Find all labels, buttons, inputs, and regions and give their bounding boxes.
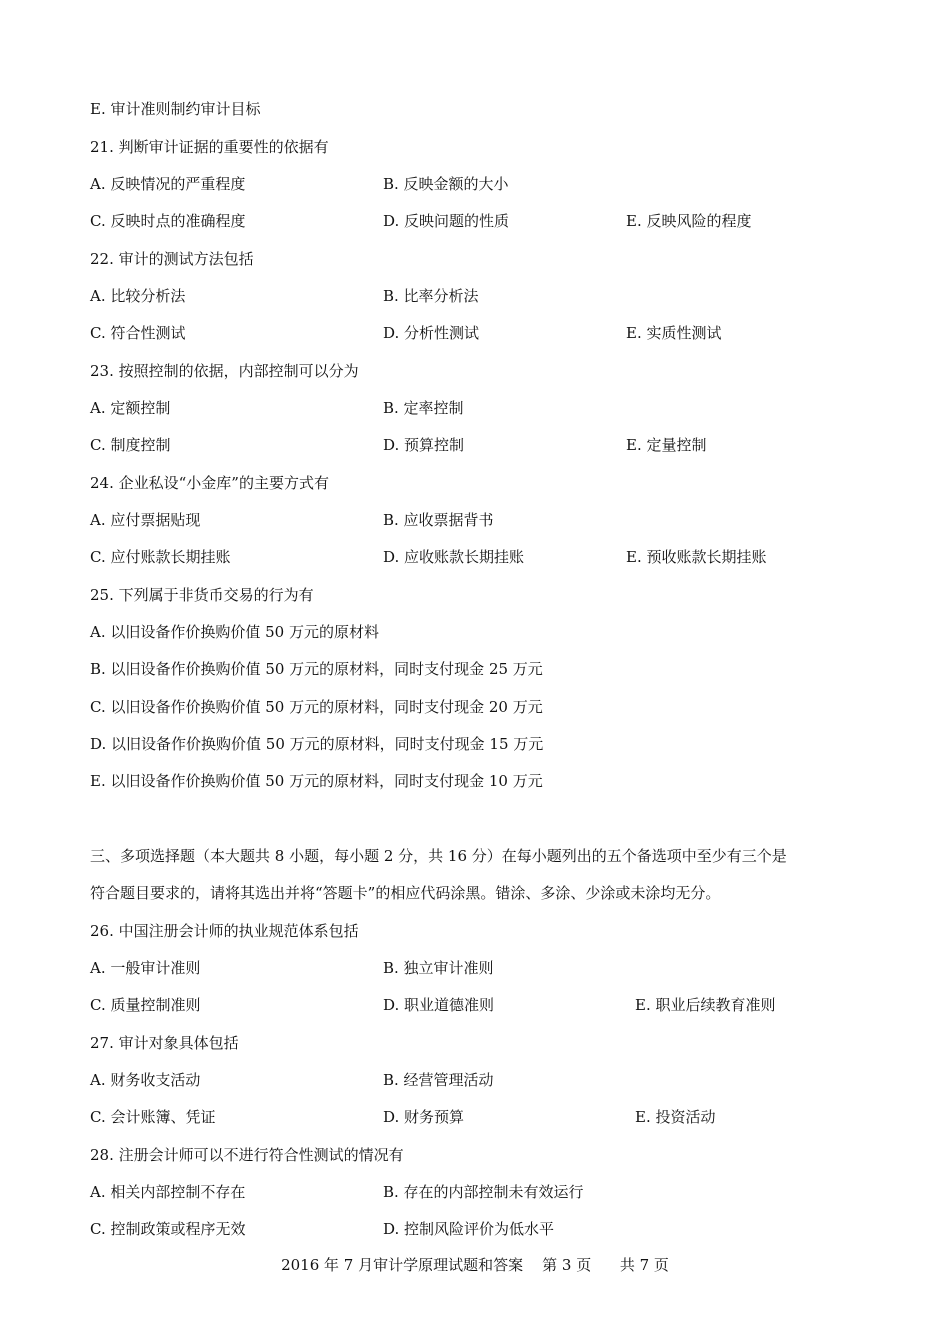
q26-option-e: E. 职业后续教育准则 xyxy=(635,996,776,1014)
q24-stem: 24. 企业私设“小金库”的主要方式有 xyxy=(90,474,329,492)
q26-option-c: C. 质量控制准则 xyxy=(90,996,201,1014)
q21-stem: 21. 判断审计证据的重要性的依据有 xyxy=(90,138,329,156)
q23-stem: 23. 按照控制的依据，内部控制可以分为 xyxy=(90,362,359,380)
q27-option-d: D. 财务预算 xyxy=(383,1108,465,1126)
q21-option-c: C. 反映时点的准确程度 xyxy=(90,212,246,230)
q23-option-d: D. 预算控制 xyxy=(383,436,465,454)
q27-option-c: C. 会计账簿、凭证 xyxy=(90,1108,216,1126)
q20-option-e: E. 审计准则制约审计目标 xyxy=(90,100,261,118)
q24-option-d: D. 应收账款长期挂账 xyxy=(383,548,525,566)
q28-option-d: D. 控制风险评价为低水平 xyxy=(383,1220,555,1238)
q27-option-a: A. 财务收支活动 xyxy=(90,1071,201,1089)
q23-option-a: A. 定额控制 xyxy=(90,399,171,417)
q23-option-c: C. 制度控制 xyxy=(90,436,171,454)
q28-stem: 28. 注册会计师可以不进行符合性测试的情况有 xyxy=(90,1146,404,1164)
q23-option-e: E. 定量控制 xyxy=(626,436,707,454)
q21-option-b: B. 反映金额的大小 xyxy=(383,175,509,193)
q26-option-d: D. 职业道德准则 xyxy=(383,996,495,1014)
q24-option-a: A. 应付票据贴现 xyxy=(90,511,201,529)
q22-option-e: E. 实质性测试 xyxy=(626,324,722,342)
q26-stem: 26. 中国注册会计师的执业规范体系包括 xyxy=(90,922,359,940)
q22-option-b: B. 比率分析法 xyxy=(383,287,479,305)
q22-option-c: C. 符合性测试 xyxy=(90,324,186,342)
q25-option-b: B. 以旧设备作价换购价值 50 万元的原材料，同时支付现金 25 万元 xyxy=(90,660,543,678)
q22-stem: 22. 审计的测试方法包括 xyxy=(90,250,254,268)
q27-stem: 27. 审计对象具体包括 xyxy=(90,1034,239,1052)
q22-option-a: A. 比较分析法 xyxy=(90,287,186,305)
q21-option-e: E. 反映风险的程度 xyxy=(626,212,752,230)
q26-option-b: B. 独立审计准则 xyxy=(383,959,494,977)
q27-option-b: B. 经营管理活动 xyxy=(383,1071,494,1089)
q27-option-e: E. 投资活动 xyxy=(635,1108,716,1126)
q28-option-b: B. 存在的内部控制未有效运行 xyxy=(383,1183,584,1201)
q26-option-a: A. 一般审计准则 xyxy=(90,959,201,977)
page-footer: 2016 年 7 月审计学原理试题和答案 第 3 页 共 7 页 xyxy=(281,1256,669,1274)
q23-option-b: B. 定率控制 xyxy=(383,399,464,417)
section3-instructions-line2: 符合题目要求的，请将其选出并将“答题卡”的相应代码涂黑。错涂、多涂、少涂或未涂均无分。 xyxy=(90,884,721,902)
q28-option-c: C. 控制政策或程序无效 xyxy=(90,1220,246,1238)
q25-stem: 25. 下列属于非货币交易的行为有 xyxy=(90,586,314,604)
q24-option-b: B. 应收票据背书 xyxy=(383,511,494,529)
q25-option-d: D. 以旧设备作价换购价值 50 万元的原材料，同时支付现金 15 万元 xyxy=(90,735,544,753)
q21-option-a: A. 反映情况的严重程度 xyxy=(90,175,246,193)
q25-option-c: C. 以旧设备作价换购价值 50 万元的原材料，同时支付现金 20 万元 xyxy=(90,698,543,716)
q25-option-a: A. 以旧设备作价换购价值 50 万元的原材料 xyxy=(90,623,379,641)
q24-option-e: E. 预收账款长期挂账 xyxy=(626,548,767,566)
q21-option-d: D. 反映问题的性质 xyxy=(383,212,510,230)
q24-option-c: C. 应付账款长期挂账 xyxy=(90,548,231,566)
section3-instructions-line1: 三、多项选择题（本大题共 8 小题，每小题 2 分，共 16 分）在每小题列出的五个备选项中至少有三个是 xyxy=(90,847,787,865)
q25-option-e: E. 以旧设备作价换购价值 50 万元的原材料，同时支付现金 10 万元 xyxy=(90,772,543,790)
q28-option-a: A. 相关内部控制不存在 xyxy=(90,1183,246,1201)
q22-option-d: D. 分析性测试 xyxy=(383,324,480,342)
